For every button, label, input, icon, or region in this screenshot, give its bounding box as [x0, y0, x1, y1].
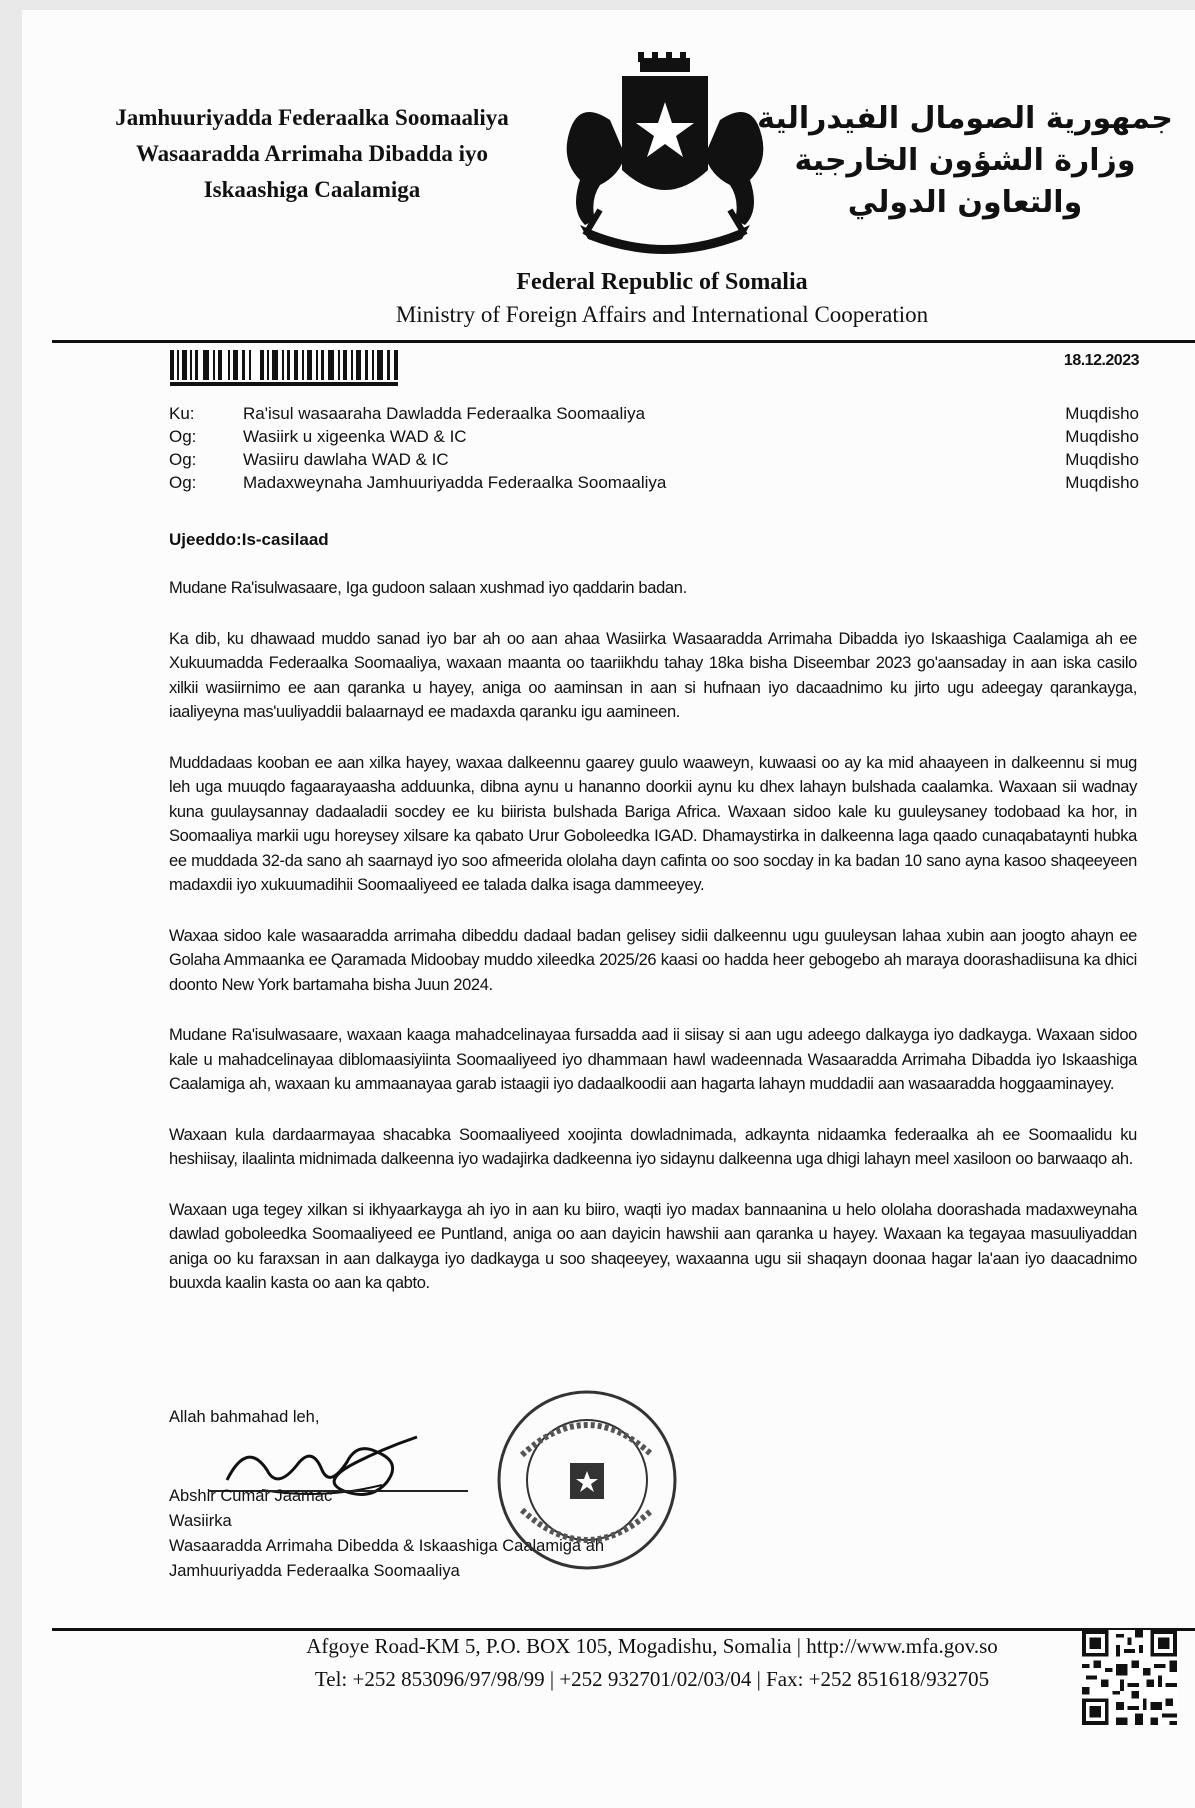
footer-address: Afgoye Road-KM 5, P.O. BOX 105, Mogadishu, Somalia | http://www.mfa.gov.so	[306, 1634, 998, 1658]
body-paragraph: Mudane Ra'isulwasaare, waxaan kaaga mahadcelinayaa fursadda aad ii siisay si aan ugu adeego dalkayga iyo dadkayga. Waxaan sidoo kale u mahadcelinayaa diblomaasiyiinta Soomaaliyeed iyo dhammaan hawl wadeennada Wasaaradda Arrimaha Dibadda iyo Iskaashiga Caalamiga ah, waxaan ku ammaanayaa garab istaagii iyo dadaalkoodii aan hagarta lahayn muddadii aan wasaaradda hoggaaminayey.	[169, 1026, 1137, 1093]
body-paragraph: Waxaan kula dardaarmayaa shacabka Soomaaliyeed xoojinta dowladnimada, adkaynta nidaamka federaalka ah ee Soomaalidu ku heshiisay, ilaalinta midnimada dalkeenna iyo wadajirka dadkeenna iyo sidaynu dalkeenna uga dhigi lahayn meel xasiloon oo barwaaqo ah.	[169, 1125, 1137, 1168]
country-name: Federal Republic of Somalia	[516, 269, 808, 295]
header-arabic-line: وزارة الشؤون الخارجية	[794, 143, 1136, 178]
header-somali	[72, 100, 552, 208]
addressee-row	[169, 448, 1139, 471]
addressee-name: Wasiirk u xigeenka WAD & IC	[243, 427, 467, 446]
letter-date: 18.12.2023	[1063, 352, 1139, 369]
header-arabic-line: والتعاون الدولي	[847, 185, 1083, 220]
letter-body	[169, 576, 1137, 1322]
qr-code-icon	[1082, 1630, 1177, 1725]
addressee-city: Muqdisho	[1065, 427, 1139, 446]
header-arabic-line: جمهورية الصومال الفيدرالية	[757, 101, 1173, 136]
official-seal-icon	[492, 1385, 682, 1575]
body-paragraph: Waxaan uga tegey xilkan si ikhyaarkayga ah iyo in aan ku biiro, waqti iyo madax bannaanina u helo ololaha doorashada madaxweynaha dawlad goboleedka Soomaaliyeed ee Puntland, aniga oo aan dayicin hawshii aan qaranka u hayey. Waxaan ka tegayaa masuuliyaddan aniga oo ku faraxsan in aan dalkayga iyo dadkayga u soo shaqeeyey, waxaanna ugu sii shaqayn doonaa hagar la'aan iyo daacadnimo buuxda kaalin kasta oo aan ka qabto.	[169, 1200, 1137, 1292]
signer-ministry: Wasaaradda Arrimaha Dibedda & Iskaashiga Caalamiga ah	[169, 1537, 605, 1555]
addressee-list	[169, 402, 1139, 494]
header-divider	[52, 340, 1195, 343]
addressee-prefix: Og:	[169, 473, 197, 492]
body-paragraph: Waxaa sidoo kale wasaaradda arrimaha dibeddu dadaal badan gelisey sidii dalkeennu ugu guuleysan lahaa xubin aan joogto ahayn ee Golaha Ammaanka ee Qaramada Midoobay muddo xileedka 2025/26 kaasi oo hadda heer gebogebo ah maraya doorashadiisuna ka dhici doonto New York bartamaha bisha Juun 2024.	[169, 926, 1137, 994]
header-somali-line: Wasaaradda Arrimaha Dibadda iyo	[135, 141, 489, 166]
header-somali-line: Iskaashiga Caalamiga	[203, 177, 421, 202]
signer-name: Abshir Cumar Jaamac	[169, 1487, 333, 1505]
addressee-prefix: Ku:	[169, 404, 195, 423]
addressee-name: Ra'isul wasaaraha Dawladda Federaalka Soomaaliya	[243, 404, 646, 423]
signer-title: Wasiirka	[169, 1512, 232, 1530]
barcode-icon	[170, 348, 400, 388]
letter-subject: Ujeeddo:Is-casilaad	[169, 530, 329, 549]
addressee-city: Muqdisho	[1065, 473, 1139, 492]
letter-page	[22, 10, 1195, 1808]
addressee-row	[169, 402, 1139, 425]
body-paragraph: Muddadaas kooban ee aan xilka hayey, waxaa dalkeennu gaarey guulo waaweyn, kuwaasi oo ay ka mid ahaayeen in dalkeennu si mug leh uga muuqdo fagaarayaasha adduunka, dibna aynu u hananno doorkii aynu ku dhex lahayn bulshada caalamka. Waxaan sii wadnay kuna guulaysannay dadaaladii socdey ee ku biirista bulshada Bariga Africa. Waxaan sidoo kale ku guuleysaney todobaad ka hor, in Soomaaliya markii ugu horeysey xilsare ka qabato Urur Goboleedka IGAD. Dhamaystirka in dalkeenna laga qaado cunaqabataynti hubka ee muddada 32-da sano ah saarnayd iyo soo afmeerida ololaha dayn cafinta oo soo socday in ka badan 10 sano ayna kasoo shaqeeyeen madaxdii iyo xukuumadihii Soomaaliyeed ee talada dalka isaga dammeeyey.	[169, 753, 1137, 894]
addressee-name: Wasiiru dawlaha WAD & IC	[243, 450, 449, 469]
addressee-city: Muqdisho	[1065, 404, 1139, 423]
body-paragraph: Mudane Ra'isulwasaare, Iga gudoon salaan xushmad iyo qaddarin badan.	[169, 579, 687, 597]
addressee-prefix: Og:	[169, 427, 197, 446]
addressee-name: Madaxweynaha Jamhuuriyadda Federaalka Soomaaliya	[243, 473, 667, 492]
closing-line: Allah bahmahad leh,	[169, 1408, 320, 1426]
footer-phone: Tel: +252 853096/97/98/99 | +252 932701/02/03/04 | Fax: +252 851618/932705	[314, 1667, 990, 1691]
ministry-name: Ministry of Foreign Affairs and International Cooperation	[395, 302, 929, 327]
addressee-row	[169, 471, 1139, 494]
header-arabic	[745, 98, 1185, 224]
footer-contact	[212, 1630, 1092, 1696]
addressee-prefix: Og:	[169, 450, 197, 469]
header-somali-line: Jamhuuriyadda Federaalka Soomaaliya	[115, 105, 509, 130]
addressee-row	[169, 425, 1139, 448]
addressee-city: Muqdisho	[1065, 450, 1139, 469]
signer-government: Jamhuuriyadda Federaalka Soomaaliya	[169, 1562, 460, 1580]
body-paragraph: Ka dib, ku dhawaad muddo sanad iyo bar ah oo aan ahaa Wasiirka Wasaaradda Arrimaha Dibadda iyo Iskaashiga Caalamiga ah ee Xukuumadda Federaalka Soomaaliya, waxaan maanta oo taariikhdu tahay 18ka bisha Diseembar 2023 go'aansaday in aan iska casilo xilkii wasiirnimo ee aan qaranka u hayey, aniga oo aaminsan in aan si hufnaan iyo dacaadnimo ku jirto ugu adeegay qarankayga, iaaliyeyna mas'uuliyaddii balaarnayd ee madaxda qaranku igu aamineen.	[169, 629, 1137, 721]
header-english	[322, 265, 1002, 331]
